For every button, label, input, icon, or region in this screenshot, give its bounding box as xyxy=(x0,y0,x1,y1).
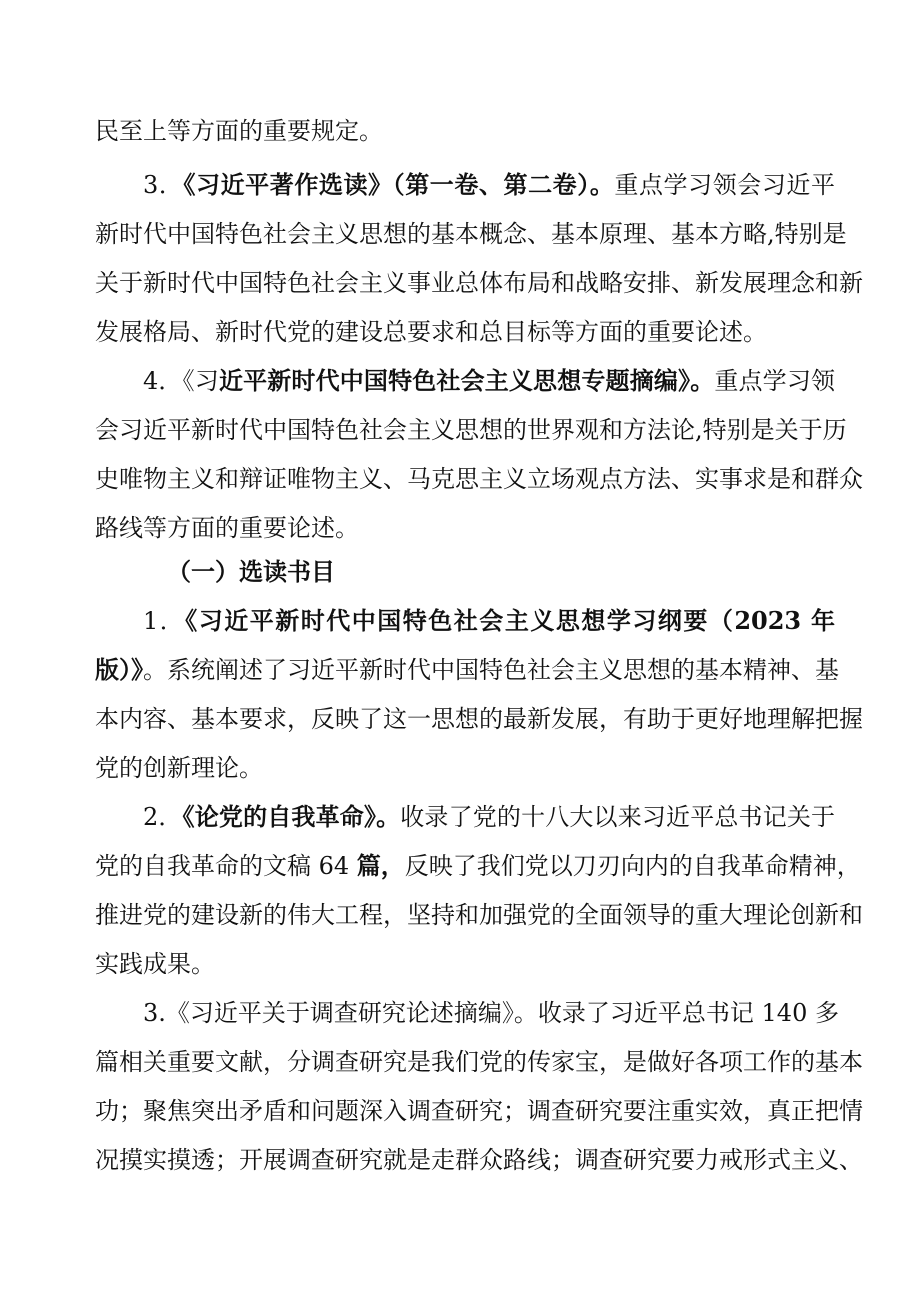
paragraph-line xyxy=(95,219,847,249)
paragraph-line xyxy=(95,655,839,685)
paragraph-line xyxy=(95,268,863,298)
text-run: 路线等方面的重要论述。 xyxy=(95,514,359,542)
paragraph-line xyxy=(95,415,847,445)
book-title: 《习近平著作选读》（第一卷、第二卷）。 xyxy=(183,170,615,199)
book-title: 版）》 xyxy=(95,655,143,684)
text-run: 推进党的建设新的伟大工程，坚持和加强党的全面领导的重大理论创新和 xyxy=(95,901,863,929)
item-number: 3． xyxy=(143,171,184,199)
text-run: 重点学习领 xyxy=(714,367,836,395)
text-run: 3.《习近平关于调查研究论述摘编》。收录了习近平总书记 140 多 xyxy=(143,999,839,1027)
text-run: 关于新时代中国特色社会主义事业总体布局和战略安排、新发展理念和新 xyxy=(95,269,863,297)
text-run: 收录了党的十八大以来习近平总书记关于 xyxy=(400,803,836,831)
paragraph-line xyxy=(95,900,863,930)
paragraph-line xyxy=(95,704,863,734)
text-run: 反映了我们党以刀刃向内的自我革命精神， xyxy=(404,852,861,880)
book-title: 近平新时代中国特色社会主义思想专题摘编》。 xyxy=(218,366,715,395)
text-run: 新时代中国特色社会主义思想的基本概念、基本原理、基本方略,特别是 xyxy=(95,220,847,248)
text-run: 会习近平新时代中国特色社会主义思想的世界观和方法论,特别是关于历 xyxy=(95,416,847,444)
item-number: 1． xyxy=(143,607,186,635)
book-title: 《论党的自我革命》。 xyxy=(182,802,401,831)
paragraph-line xyxy=(95,116,835,146)
book-title: 《习 xyxy=(182,367,219,395)
text-run: 。系统阐述了习近平新时代中国特色社会主义思想的基本精神、基 xyxy=(143,656,839,684)
paragraph-line xyxy=(95,753,835,783)
paragraph-line xyxy=(95,949,835,979)
paragraph-line xyxy=(95,1047,863,1077)
text-run: 篇， xyxy=(356,851,405,880)
text-run: 民至上等方面的重要规定。 xyxy=(95,117,383,145)
text-run: 况摸实摸透；开展调查研究就是走群众路线；调查研究要力戒形式主义、 xyxy=(95,1146,863,1174)
item-4-line-1 xyxy=(143,366,835,396)
book-3-line-1 xyxy=(143,998,839,1028)
book-title: 《习近平新时代中国特色社会主义思想学习纲要（2023 年 xyxy=(185,606,835,635)
paragraph-line xyxy=(95,513,835,543)
item-number: 2． xyxy=(143,803,183,831)
text-run: 功；聚焦突出矛盾和问题深入调查研究；调查研究要注重实效，真正把情 xyxy=(95,1097,863,1125)
item-number: 4． xyxy=(143,367,183,395)
paragraph-line xyxy=(95,1096,863,1126)
text-run: 史唯物主义和辩证唯物主义、马克思主义立场观点方法、实事求是和群众 xyxy=(95,465,863,493)
section-heading xyxy=(167,557,835,587)
paragraph-line xyxy=(95,464,863,494)
paragraph-line xyxy=(95,317,835,347)
text-run: 篇相关重要文献，分调查研究是我们党的传家宝，是做好各项工作的基本 xyxy=(95,1048,863,1076)
text-run: 党的自我革命的文稿 64 xyxy=(95,852,357,880)
item-3-line-1 xyxy=(143,170,835,200)
text-run: 党的创新理论。 xyxy=(95,754,263,782)
paragraph-line xyxy=(95,851,861,881)
book-1-line-1 xyxy=(143,606,835,636)
book-2-line-1 xyxy=(143,802,835,832)
text-run: 本内容、基本要求，反映了这一思想的最新发展，有助于更好地理解把握 xyxy=(95,705,863,733)
text-run: 实践成果。 xyxy=(95,950,215,978)
text-run: 发展格局、新时代党的建设总要求和总目标等方面的重要论述。 xyxy=(95,318,767,346)
section-heading-text: （一）选读书目 xyxy=(167,557,335,586)
paragraph-line xyxy=(95,1145,863,1175)
text-run: 重点学习领会习近平 xyxy=(614,171,836,199)
